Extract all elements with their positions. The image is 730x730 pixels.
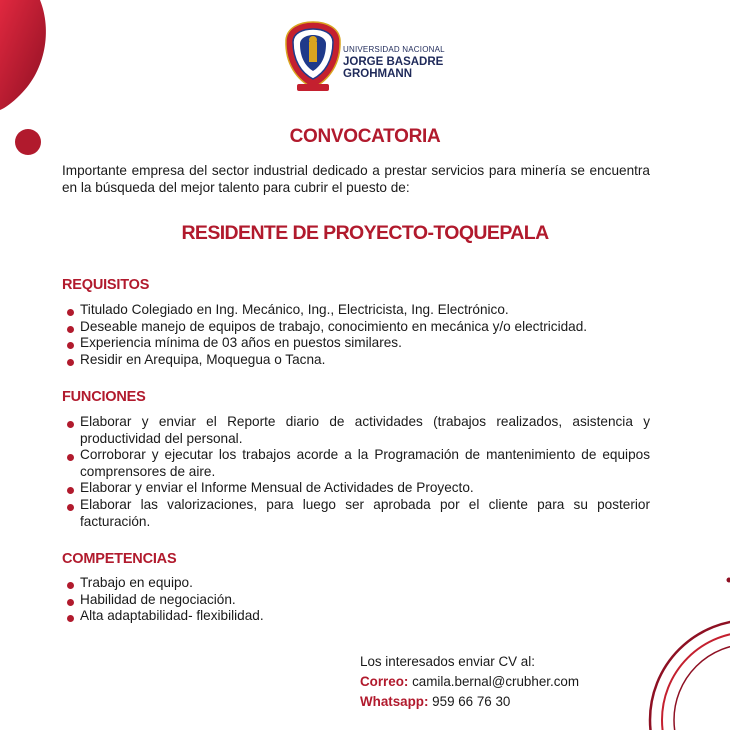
competencias-list: [66, 575, 650, 625]
list-item: Habilidad de negociación.: [66, 592, 650, 609]
section-heading-competencias: COMPETENCIAS: [62, 551, 177, 567]
intro-paragraph: Importante empresa del sector industrial dedicado a prestar servicios para minería se encuentra en la búsqueda del mejor talento para cubrir el puesto de:: [62, 163, 650, 195]
list-item: Alta adaptabilidad- flexibilidad.: [66, 608, 650, 625]
list-item: Experiencia mínima de 03 años en puestos similares.: [66, 335, 650, 352]
section-heading-requisitos: REQUISITOS: [62, 277, 150, 293]
list-item: Corroborar y ejecutar los trabajos acorde a la Programación de mantenimiento de equipos comprensores de aire.: [66, 447, 650, 480]
contact-block: [360, 652, 579, 712]
list-item: Trabajo en equipo.: [66, 575, 650, 592]
decorative-rings-bottom-right: [640, 570, 730, 730]
list-item: Elaborar las valorizaciones, para luego ser aprobada por el cliente para su posterior facturación.: [66, 497, 650, 530]
whatsapp-number[interactable]: 959 66 76 30: [432, 694, 511, 709]
university-name: [343, 44, 445, 80]
contact-intro: Los interesados enviar CV al:: [360, 654, 535, 669]
list-item: Elaborar y enviar el Reporte diario de actividades (trabajos realizados, asistencia y productividad del personal.: [66, 414, 650, 447]
university-name-line1: UNIVERSIDAD NACIONAL: [343, 45, 445, 54]
whatsapp-label: Whatsapp:: [360, 694, 429, 709]
requisitos-list: [66, 302, 650, 368]
section-heading-funciones: FUNCIONES: [62, 389, 146, 405]
email-address[interactable]: camila.bernal@crubher.com: [412, 674, 580, 689]
page-title: CONVOCATORIA: [289, 126, 441, 147]
university-name-line3: GROHMANN: [343, 68, 412, 80]
list-item: Titulado Colegiado en Ing. Mecánico, Ing., Electricista, Ing. Electrónico.: [66, 302, 650, 319]
university-seal-icon: [283, 20, 343, 92]
university-name-line2: JORGE BASADRE: [343, 56, 444, 68]
job-title: RESIDENTE DE PROYECTO-TOQUEPALA: [181, 222, 549, 244]
list-item: Elaborar y enviar el Informe Mensual de Actividades de Proyecto.: [66, 480, 650, 497]
list-item: Deseable manejo de equipos de trabajo, conocimiento en mecánica y/o electricidad.: [66, 319, 650, 336]
list-item: Residir en Arequipa, Moquegua o Tacna.: [66, 352, 650, 369]
email-label: Correo:: [360, 674, 409, 689]
funciones-list: [66, 414, 650, 530]
